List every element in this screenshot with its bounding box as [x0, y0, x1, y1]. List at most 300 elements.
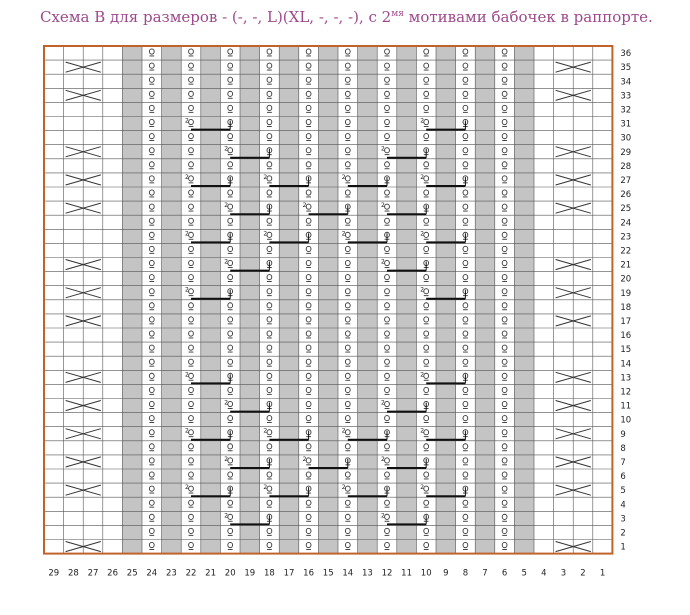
butterfly-strand-marker: 2: [263, 484, 268, 492]
twisted-stitch-symbol: [385, 260, 390, 265]
column-label: 4: [541, 568, 547, 579]
row-label: 28: [620, 161, 632, 172]
twisted-stitch-symbol: [149, 190, 154, 195]
twisted-stitch-symbol: [502, 246, 507, 251]
twisted-stitch-symbol: [149, 458, 154, 463]
twisted-stitch-symbol: [424, 359, 429, 364]
twisted-stitch-symbol: [424, 176, 429, 181]
twisted-stitch-symbol: [385, 514, 390, 519]
twisted-stitch-symbol: [385, 63, 390, 68]
twisted-stitch-symbol: [267, 345, 272, 350]
row-label: 24: [620, 218, 632, 229]
twisted-stitch-symbol: [306, 542, 311, 547]
twisted-stitch-symbol: [385, 119, 390, 124]
twisted-stitch-symbol: [345, 401, 350, 406]
row-label: 15: [620, 345, 632, 356]
twisted-stitch-symbol: [149, 232, 154, 237]
twisted-stitch-symbol: [463, 458, 468, 463]
chart-title-superscript: мя: [391, 9, 404, 19]
twisted-stitch-symbol: [306, 204, 311, 209]
twisted-stitch-symbol: [385, 472, 390, 477]
twisted-stitch-symbol: [189, 91, 194, 96]
twisted-stitch-symbol: [502, 514, 507, 519]
twisted-stitch-symbol: [306, 401, 311, 406]
twisted-stitch-symbol: [463, 528, 468, 533]
twisted-stitch-symbol: [345, 514, 350, 519]
twisted-stitch-symbol: [502, 119, 507, 124]
column-label: 25: [126, 568, 138, 579]
twisted-stitch-symbol: [306, 514, 311, 519]
twisted-stitch-symbol: [463, 331, 468, 336]
column-label: 5: [521, 568, 527, 579]
twisted-stitch-symbol: [228, 444, 233, 449]
row-label: 4: [620, 500, 626, 511]
column-label: 2: [580, 568, 586, 579]
row-label: 10: [620, 415, 632, 426]
butterfly-strand-marker: 2: [263, 230, 268, 238]
row-label: 11: [620, 401, 632, 412]
twisted-stitch-symbol: [306, 345, 311, 350]
twisted-stitch-symbol: [345, 218, 350, 223]
row-label: 7: [620, 457, 626, 468]
column-label: 9: [443, 568, 449, 579]
twisted-stitch-symbol: [385, 204, 390, 209]
twisted-stitch-symbol: [463, 162, 468, 167]
row-label: 32: [620, 105, 632, 116]
twisted-stitch-symbol: [345, 105, 350, 110]
twisted-stitch-symbol: [149, 105, 154, 110]
twisted-stitch-symbol: [424, 232, 429, 237]
twisted-stitch-symbol: [502, 486, 507, 491]
column-label: 16: [303, 568, 315, 579]
twisted-stitch-symbol: [228, 246, 233, 251]
twisted-stitch-symbol: [189, 401, 194, 406]
twisted-stitch-symbol: [306, 303, 311, 308]
twisted-stitch-symbol: [149, 359, 154, 364]
twisted-stitch-symbol: [463, 514, 468, 519]
twisted-stitch-symbol: [228, 77, 233, 82]
twisted-stitch-symbol: [306, 49, 311, 54]
twisted-stitch-symbol: [463, 317, 468, 322]
twisted-stitch-symbol: [228, 134, 233, 139]
twisted-stitch-symbol: [463, 345, 468, 350]
twisted-stitch-symbol: [502, 77, 507, 82]
twisted-stitch-symbol: [189, 275, 194, 280]
twisted-stitch-symbol: [306, 91, 311, 96]
twisted-stitch-symbol: [149, 387, 154, 392]
twisted-stitch-symbol: [228, 63, 233, 68]
column-label: 12: [381, 568, 393, 579]
twisted-stitch-symbol: [267, 486, 272, 491]
twisted-stitch-symbol: [306, 444, 311, 449]
twisted-stitch-symbol: [306, 387, 311, 392]
twisted-stitch-symbol: [189, 119, 194, 124]
twisted-stitch-symbol: [149, 134, 154, 139]
twisted-stitch-symbol: [306, 500, 311, 505]
butterfly-strand-marker: 2: [185, 230, 189, 238]
twisted-stitch-symbol: [502, 105, 507, 110]
twisted-stitch-symbol: [149, 176, 154, 181]
twisted-stitch-symbol: [306, 472, 311, 477]
row-label: 23: [620, 232, 632, 243]
twisted-stitch-symbol: [149, 63, 154, 68]
butterfly-strand-marker: 2: [341, 427, 346, 435]
twisted-stitch-symbol: [306, 260, 311, 265]
butterfly-strand-marker: 2: [263, 427, 268, 435]
butterfly-strand-marker: 2: [381, 512, 385, 520]
twisted-stitch-symbol: [345, 134, 350, 139]
twisted-stitch-symbol: [189, 345, 194, 350]
twisted-stitch-symbol: [345, 359, 350, 364]
twisted-stitch-symbol: [502, 289, 507, 294]
column-label: 8: [462, 568, 469, 579]
twisted-stitch-symbol: [385, 416, 390, 421]
twisted-stitch-symbol: [149, 331, 154, 336]
twisted-stitch-symbol: [189, 387, 194, 392]
twisted-stitch-symbol: [345, 486, 350, 491]
twisted-stitch-symbol: [228, 317, 233, 322]
twisted-stitch-symbol: [463, 91, 468, 96]
butterfly-strand-marker: 2: [381, 399, 385, 407]
twisted-stitch-symbol: [228, 148, 233, 153]
twisted-stitch-symbol: [149, 303, 154, 308]
twisted-stitch-symbol: [149, 430, 154, 435]
twisted-stitch-symbol: [385, 401, 390, 406]
twisted-stitch-symbol: [502, 317, 507, 322]
twisted-stitch-symbol: [228, 303, 233, 308]
twisted-stitch-symbol: [149, 345, 154, 350]
twisted-stitch-symbol: [345, 148, 350, 153]
twisted-stitch-symbol: [267, 500, 272, 505]
twisted-stitch-symbol: [267, 430, 272, 435]
twisted-stitch-symbol: [424, 542, 429, 547]
twisted-stitch-symbol: [424, 105, 429, 110]
twisted-stitch-symbol: [306, 148, 311, 153]
twisted-stitch-symbol: [306, 275, 311, 280]
twisted-stitch-symbol: [228, 387, 233, 392]
twisted-stitch-symbol: [189, 134, 194, 139]
twisted-stitch-symbol: [228, 359, 233, 364]
twisted-stitch-symbol: [228, 275, 233, 280]
twisted-stitch-symbol: [385, 458, 390, 463]
twisted-stitch-symbol: [463, 542, 468, 547]
twisted-stitch-symbol: [424, 303, 429, 308]
twisted-stitch-symbol: [306, 416, 311, 421]
twisted-stitch-symbol: [149, 472, 154, 477]
twisted-stitch-symbol: [424, 289, 429, 294]
butterfly-strand-marker: 2: [224, 512, 229, 520]
twisted-stitch-symbol: [149, 119, 154, 124]
twisted-stitch-symbol: [502, 63, 507, 68]
twisted-stitch-symbol: [385, 359, 390, 364]
twisted-stitch-symbol: [385, 49, 390, 54]
twisted-stitch-symbol: [189, 472, 194, 477]
twisted-stitch-symbol: [463, 275, 468, 280]
twisted-stitch-symbol: [228, 91, 233, 96]
twisted-stitch-symbol: [306, 134, 311, 139]
twisted-stitch-symbol: [463, 77, 468, 82]
twisted-stitch-symbol: [228, 218, 233, 223]
twisted-stitch-symbol: [306, 218, 311, 223]
twisted-stitch-symbol: [267, 162, 272, 167]
twisted-stitch-symbol: [189, 204, 194, 209]
twisted-stitch-symbol: [463, 260, 468, 265]
twisted-stitch-symbol: [189, 373, 194, 378]
twisted-stitch-symbol: [267, 331, 272, 336]
twisted-stitch-symbol: [149, 317, 154, 322]
column-label: 22: [185, 568, 197, 579]
twisted-stitch-symbol: [424, 246, 429, 251]
column-label: 28: [67, 568, 79, 579]
twisted-stitch-symbol: [345, 49, 350, 54]
twisted-stitch-symbol: [345, 416, 350, 421]
twisted-stitch-symbol: [267, 134, 272, 139]
twisted-stitch-symbol: [149, 444, 154, 449]
twisted-stitch-symbol: [228, 49, 233, 54]
twisted-stitch-symbol: [385, 134, 390, 139]
twisted-stitch-symbol: [463, 444, 468, 449]
twisted-stitch-symbol: [424, 134, 429, 139]
row-label: 25: [620, 204, 632, 215]
twisted-stitch-symbol: [149, 148, 154, 153]
butterfly-strand-marker: 2: [224, 258, 229, 266]
column-label: 29: [48, 568, 60, 579]
butterfly-strand-marker: 2: [420, 173, 425, 181]
twisted-stitch-symbol: [502, 359, 507, 364]
row-label: 30: [620, 133, 632, 144]
twisted-stitch-symbol: [267, 444, 272, 449]
row-label: 17: [620, 316, 632, 327]
row-label: 26: [620, 190, 632, 201]
butterfly-strand-marker: 2: [381, 455, 385, 463]
twisted-stitch-symbol: [228, 401, 233, 406]
twisted-stitch-symbol: [149, 514, 154, 519]
twisted-stitch-symbol: [345, 232, 350, 237]
row-label: 2: [620, 528, 626, 539]
twisted-stitch-symbol: [306, 528, 311, 533]
twisted-stitch-symbol: [345, 472, 350, 477]
row-label: 5: [620, 486, 626, 497]
twisted-stitch-symbol: [228, 190, 233, 195]
twisted-stitch-symbol: [267, 289, 272, 294]
twisted-stitch-symbol: [228, 162, 233, 167]
column-label: 10: [420, 568, 432, 579]
column-label: 14: [342, 568, 354, 579]
twisted-stitch-symbol: [306, 289, 311, 294]
column-label: 3: [560, 568, 567, 579]
twisted-stitch-symbol: [149, 275, 154, 280]
twisted-stitch-symbol: [463, 387, 468, 392]
twisted-stitch-symbol: [463, 401, 468, 406]
twisted-stitch-symbol: [228, 331, 233, 336]
column-label: 1: [599, 568, 606, 579]
twisted-stitch-symbol: [424, 373, 429, 378]
twisted-stitch-symbol: [228, 260, 233, 265]
twisted-stitch-symbol: [189, 105, 194, 110]
row-label: 34: [620, 77, 632, 88]
twisted-stitch-symbol: [306, 458, 311, 463]
twisted-stitch-symbol: [385, 345, 390, 350]
column-label: 6: [501, 568, 508, 579]
twisted-stitch-symbol: [463, 246, 468, 251]
twisted-stitch-symbol: [424, 331, 429, 336]
twisted-stitch-symbol: [463, 500, 468, 505]
twisted-stitch-symbol: [502, 218, 507, 223]
twisted-stitch-symbol: [306, 317, 311, 322]
twisted-stitch-symbol: [463, 416, 468, 421]
twisted-stitch-symbol: [189, 331, 194, 336]
butterfly-strand-marker: 2: [185, 173, 189, 181]
twisted-stitch-symbol: [189, 190, 194, 195]
twisted-stitch-symbol: [189, 176, 194, 181]
twisted-stitch-symbol: [463, 472, 468, 477]
twisted-stitch-symbol: [149, 162, 154, 167]
row-label: 27: [620, 175, 632, 186]
twisted-stitch-symbol: [502, 345, 507, 350]
twisted-stitch-symbol: [502, 458, 507, 463]
twisted-stitch-symbol: [228, 458, 233, 463]
twisted-stitch-symbol: [345, 77, 350, 82]
twisted-stitch-symbol: [228, 204, 233, 209]
column-label: 26: [107, 568, 119, 579]
butterfly-strand-marker: 2: [420, 371, 425, 379]
twisted-stitch-symbol: [502, 500, 507, 505]
twisted-stitch-symbol: [149, 486, 154, 491]
twisted-stitch-symbol: [385, 77, 390, 82]
twisted-stitch-symbol: [306, 119, 311, 124]
butterfly-strand-marker: 2: [341, 484, 346, 492]
twisted-stitch-symbol: [306, 162, 311, 167]
twisted-stitch-symbol: [385, 317, 390, 322]
column-label: 27: [87, 568, 99, 579]
twisted-stitch-symbol: [228, 416, 233, 421]
twisted-stitch-symbol: [228, 514, 233, 519]
twisted-stitch-symbol: [502, 232, 507, 237]
twisted-stitch-symbol: [385, 91, 390, 96]
butterfly-strand-marker: 2: [185, 484, 189, 492]
twisted-stitch-symbol: [267, 373, 272, 378]
twisted-stitch-symbol: [267, 317, 272, 322]
twisted-stitch-symbol: [502, 49, 507, 54]
column-label: 20: [224, 568, 236, 579]
twisted-stitch-symbol: [463, 105, 468, 110]
twisted-stitch-symbol: [189, 63, 194, 68]
twisted-stitch-symbol: [385, 162, 390, 167]
row-label: 1: [620, 542, 626, 553]
twisted-stitch-symbol: [463, 49, 468, 54]
twisted-stitch-symbol: [306, 331, 311, 336]
twisted-stitch-symbol: [189, 218, 194, 223]
twisted-stitch-symbol: [267, 542, 272, 547]
twisted-stitch-symbol: [345, 444, 350, 449]
twisted-stitch-symbol: [502, 373, 507, 378]
twisted-stitch-symbol: [345, 289, 350, 294]
twisted-stitch-symbol: [424, 387, 429, 392]
row-label: 16: [620, 331, 632, 342]
twisted-stitch-symbol: [149, 373, 154, 378]
row-label: 33: [620, 91, 632, 102]
twisted-stitch-symbol: [267, 176, 272, 181]
twisted-stitch-symbol: [345, 63, 350, 68]
twisted-stitch-symbol: [149, 289, 154, 294]
twisted-stitch-symbol: [424, 49, 429, 54]
twisted-stitch-symbol: [502, 331, 507, 336]
twisted-stitch-symbol: [149, 49, 154, 54]
twisted-stitch-symbol: [424, 472, 429, 477]
twisted-stitch-symbol: [385, 331, 390, 336]
twisted-stitch-symbol: [267, 77, 272, 82]
twisted-stitch-symbol: [385, 105, 390, 110]
butterfly-strand-marker: 2: [302, 455, 307, 463]
butterfly-strand-marker: 2: [420, 230, 425, 238]
butterfly-strand-marker: 2: [302, 202, 307, 210]
twisted-stitch-symbol: [502, 148, 507, 153]
twisted-stitch-symbol: [267, 190, 272, 195]
twisted-stitch-symbol: [502, 387, 507, 392]
twisted-stitch-symbol: [502, 303, 507, 308]
twisted-stitch-symbol: [424, 275, 429, 280]
twisted-stitch-symbol: [149, 500, 154, 505]
twisted-stitch-symbol: [189, 49, 194, 54]
twisted-stitch-symbol: [267, 275, 272, 280]
twisted-stitch-symbol: [345, 162, 350, 167]
butterfly-strand-marker: 2: [341, 230, 346, 238]
twisted-stitch-symbol: [149, 218, 154, 223]
twisted-stitch-symbol: [149, 77, 154, 82]
twisted-stitch-symbol: [463, 303, 468, 308]
twisted-stitch-symbol: [267, 246, 272, 251]
twisted-stitch-symbol: [189, 416, 194, 421]
twisted-stitch-symbol: [385, 148, 390, 153]
twisted-stitch-symbol: [424, 317, 429, 322]
twisted-stitch-symbol: [385, 303, 390, 308]
twisted-stitch-symbol: [189, 148, 194, 153]
twisted-stitch-symbol: [267, 387, 272, 392]
twisted-stitch-symbol: [149, 91, 154, 96]
row-label: 29: [620, 147, 632, 158]
twisted-stitch-symbol: [385, 289, 390, 294]
row-label: 13: [620, 373, 632, 384]
twisted-stitch-symbol: [502, 176, 507, 181]
butterfly-strand-marker: 2: [420, 427, 425, 435]
twisted-stitch-symbol: [424, 416, 429, 421]
row-label: 12: [620, 387, 632, 398]
twisted-stitch-symbol: [189, 430, 194, 435]
twisted-stitch-symbol: [306, 190, 311, 195]
twisted-stitch-symbol: [228, 500, 233, 505]
twisted-stitch-symbol: [424, 444, 429, 449]
column-label: 19: [244, 568, 256, 579]
butterfly-strand-marker: 2: [185, 427, 189, 435]
twisted-stitch-symbol: [502, 134, 507, 139]
twisted-stitch-symbol: [149, 528, 154, 533]
twisted-stitch-symbol: [424, 119, 429, 124]
twisted-stitch-symbol: [189, 486, 194, 491]
twisted-stitch-symbol: [189, 359, 194, 364]
twisted-stitch-symbol: [502, 401, 507, 406]
twisted-stitch-symbol: [149, 401, 154, 406]
row-label: 9: [620, 429, 626, 440]
twisted-stitch-symbol: [228, 472, 233, 477]
twisted-stitch-symbol: [149, 260, 154, 265]
twisted-stitch-symbol: [345, 317, 350, 322]
column-label: 11: [401, 568, 413, 579]
chart-title-suffix: мотивами бабочек в раппорте.: [403, 8, 653, 26]
twisted-stitch-symbol: [463, 148, 468, 153]
twisted-stitch-symbol: [345, 119, 350, 124]
twisted-stitch-symbol: [463, 359, 468, 364]
twisted-stitch-symbol: [424, 486, 429, 491]
